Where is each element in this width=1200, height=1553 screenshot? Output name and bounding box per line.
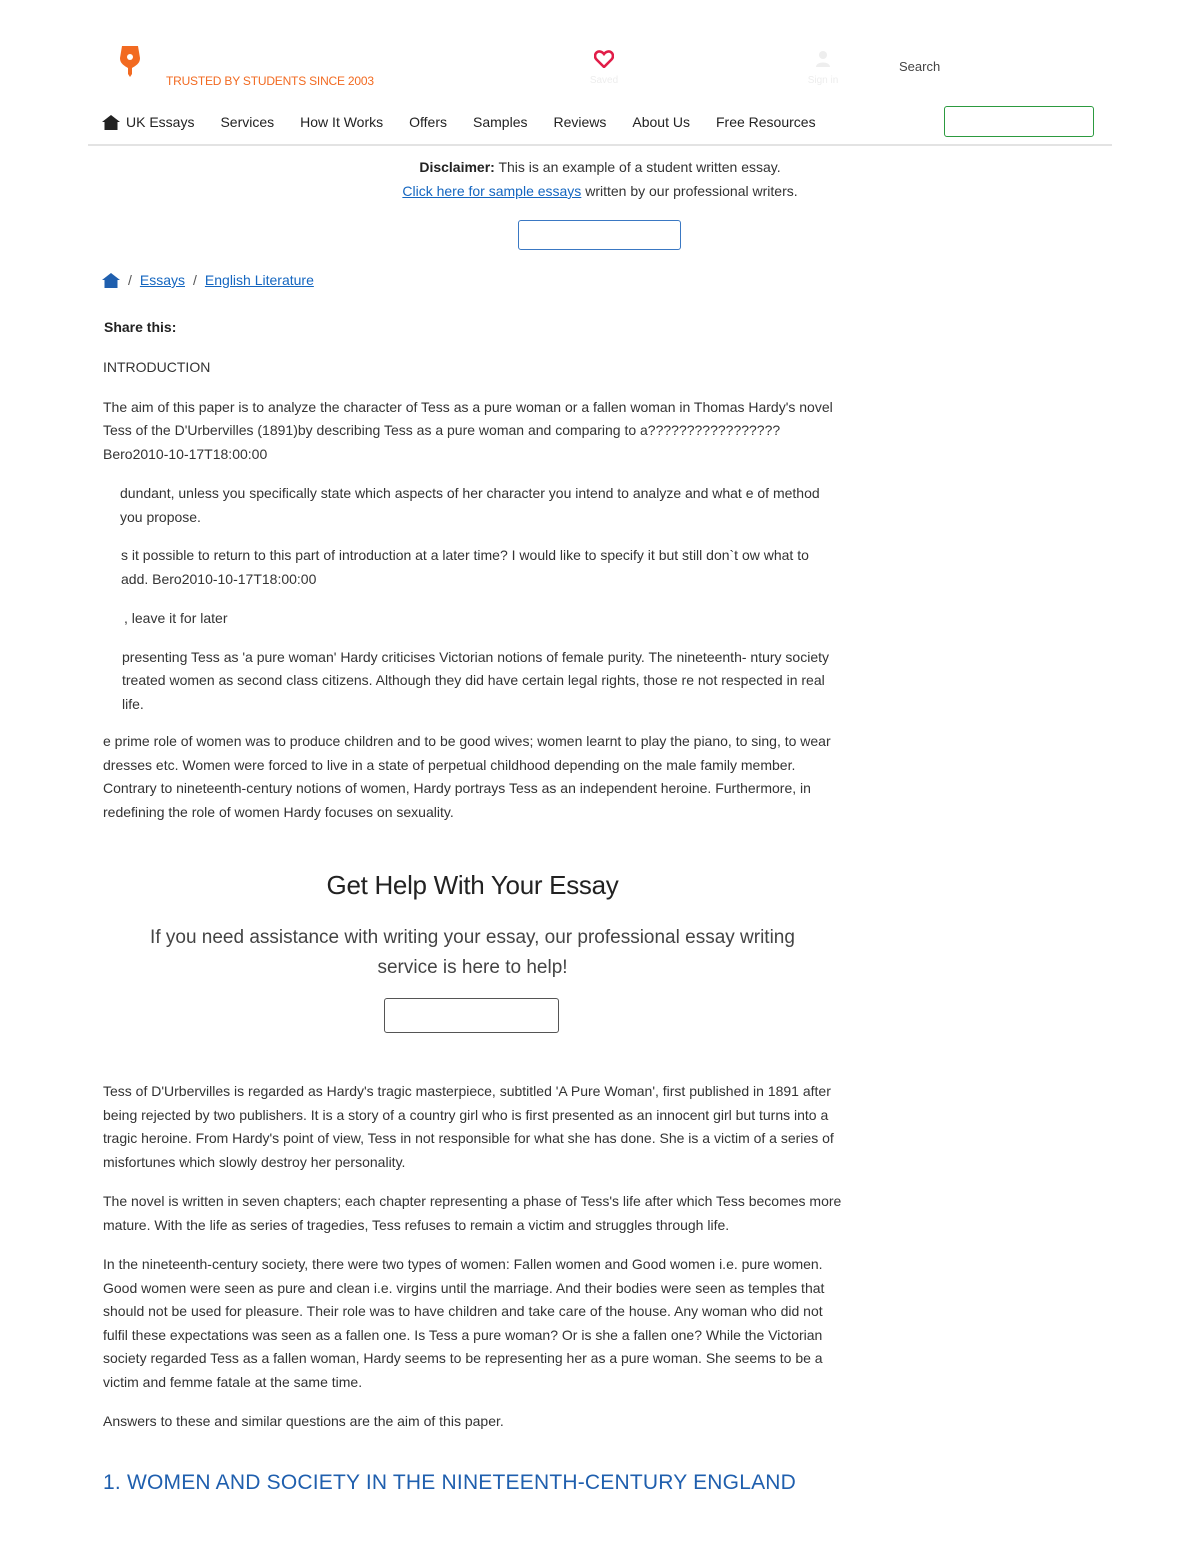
- nav-item-how-it-works[interactable]: How It Works: [300, 114, 384, 130]
- home-icon[interactable]: [102, 273, 120, 288]
- sample-essays-link[interactable]: Click here for sample essays: [402, 183, 582, 199]
- section-heading: 1. WOMEN AND SOCIETY IN THE NINETEENTH-CENTURY ENGLAND: [103, 1471, 797, 1494]
- disclaimer-button[interactable]: [518, 220, 681, 250]
- paragraph: Answers to these and similar questions are the aim of this paper.: [103, 1413, 504, 1429]
- paragraph: e prime role of women was to produce children and to be good wives; women learnt to play the piano, to sing, to wear dresses etc. Women were forced to live in a state of perpetual childhood depending on the male family member. Contrary to nineteenth-century notions of women, Hardy portrays Tess as an independent heroine. Furthermore, in redefining the role of women Hardy focuses on sexuality.: [103, 733, 831, 820]
- heart-icon: [594, 50, 614, 68]
- article-body-bottom: [103, 1080, 845, 1434]
- paragraph: Tess of D'Urbervilles is regarded as Hardy's tragic masterpiece, subtitled 'A Pure Woman', first published in 1891 after being rejected by two publishers. It is a story of a country girl who is first presented as an innocent girl but turns into a tragic heroine. From Hardy's point of view, Tess in not responsible for what she has done. She is a victim of a series of misfortunes which slowly destroy her personality.: [103, 1083, 834, 1170]
- disclaimer-link-line: [0, 183, 1200, 199]
- paragraph: presenting Tess as 'a pure woman' Hardy criticises Victorian notions of female purity. The nineteenth- ntury society treated women as second class citizens. Although they did have certain legal rights, those re not respected in real life.: [122, 648, 829, 712]
- article-body-top: [103, 356, 845, 824]
- cta-button[interactable]: [384, 998, 559, 1033]
- paragraph: In the nineteenth-century society, there were two types of women: Fallen women and Good women i.e. pure women. Good women were seen as pure and clean i.e. virgins until the marriage. And their bodies were seen as temples that should not be used for pleasure. Their role was to have children and take care of the house. Any woman who did not fulfil these expectations was seen as a fallen one. Is Tess a pure woman? Or is she a fallen one? While the Victorian society regarded Tess as a fallen woman, Hardy seems to be representing her as a pure woman. She seems to be a victim and femme fatale at the same time.: [103, 1256, 825, 1390]
- disclaimer-line: [0, 159, 1200, 175]
- nav-divider: [88, 144, 1112, 146]
- nav-item-services[interactable]: Services: [220, 114, 275, 130]
- disclaimer-label: Disclaimer:: [419, 159, 495, 175]
- nav-item-about-us[interactable]: About Us: [632, 114, 690, 130]
- disclaimer-link-suffix: written by our professional writers.: [581, 183, 798, 199]
- logo-icon[interactable]: [118, 44, 142, 78]
- breadcrumb-separator: /: [128, 272, 132, 288]
- breadcrumb: [102, 272, 314, 288]
- nav-item-offers[interactable]: Offers: [409, 114, 448, 130]
- disclaimer-text: This is an example of a student written essay.: [494, 159, 781, 175]
- sign-in-button[interactable]: [796, 50, 850, 86]
- breadcrumb-separator: /: [193, 272, 197, 288]
- sign-in-label: Sign in: [807, 75, 839, 86]
- tagline: TRUSTED BY STUDENTS SINCE 2003: [166, 74, 374, 88]
- nav-cta-button[interactable]: [944, 106, 1094, 137]
- saved-label: Saved: [589, 75, 619, 86]
- paragraph: The novel is written in seven chapters; each chapter representing a phase of Tess's life after which Tess becomes more mature. With the life as series of tragedies, Tess refuses to remain a victim and struggles through life.: [103, 1193, 842, 1233]
- paragraph: s it possible to return to this part of introduction at a later time? I would like to specify it but still don`t ow what to add. Bero2010-10-17T18:00:00: [121, 547, 809, 587]
- saved-button[interactable]: [584, 50, 624, 86]
- paragraph: The aim of this paper is to analyze the character of Tess as a pure woman or a fallen woman in Thomas Hardy's novel Tess of the D'Urbervilles (1891)by describing Tess as a pure woman and comparing to a????????????????? Bero2010-10-17T18:00:00: [103, 398, 833, 462]
- nav-item-free-resources[interactable]: Free Resources: [715, 114, 816, 130]
- home-icon: [102, 115, 120, 130]
- main-nav: [102, 112, 842, 132]
- nav-item-samples[interactable]: Samples: [473, 114, 528, 130]
- cta-title: Get Help With Your Essay: [326, 870, 619, 900]
- user-icon: [815, 50, 831, 68]
- paragraph: INTRODUCTION: [103, 359, 211, 375]
- breadcrumb-english-literature[interactable]: English Literature: [204, 272, 314, 288]
- paragraph: dundant, unless you specifically state which aspects of her character you intend to analyze and what e of method you propose.: [120, 485, 820, 525]
- search-input[interactable]: Search: [899, 59, 941, 74]
- nav-item-reviews[interactable]: Reviews: [553, 114, 607, 130]
- cta-text: If you need assistance with writing your essay, our professional essay writing service is here to help!: [150, 927, 795, 978]
- nav-item-uk-essays[interactable]: [102, 114, 194, 130]
- share-label: Share this:: [104, 319, 177, 335]
- paragraph: , leave it for later: [124, 610, 228, 626]
- nav-label: UK Essays: [126, 114, 195, 130]
- breadcrumb-essays[interactable]: Essays: [139, 272, 186, 288]
